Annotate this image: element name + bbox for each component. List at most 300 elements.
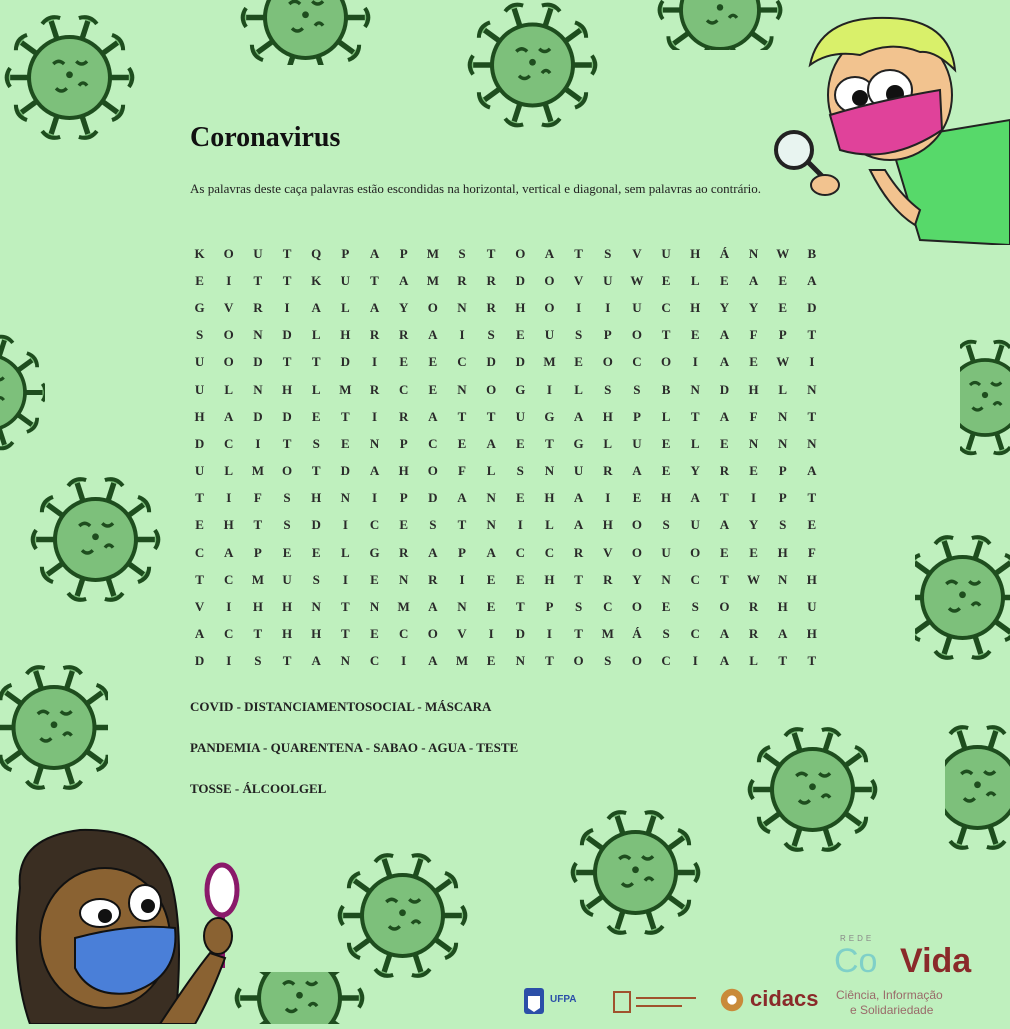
grid-cell: N (515, 653, 525, 669)
grid-cell: E (195, 517, 204, 533)
grid-cell: S (283, 517, 291, 533)
grid-cell: N (253, 381, 263, 397)
page-title: Coronavirus (190, 122, 341, 153)
grid-cell: Y (719, 299, 730, 315)
grid-cell: O (223, 245, 234, 261)
grid-cell: D (282, 408, 292, 424)
grid-cell: O (602, 354, 613, 370)
grid-cell: F (807, 544, 816, 560)
grid-cell: S (312, 571, 320, 587)
grid-cell: A (428, 408, 438, 424)
grid-cell: S (604, 653, 612, 669)
grid-cell: E (486, 599, 496, 615)
grid-cell: I (488, 626, 494, 642)
grid-cell: N (369, 599, 380, 615)
grid-cell: A (486, 544, 496, 560)
grid-cell: P (399, 490, 408, 506)
grid-cell: A (778, 626, 788, 642)
grid-cell: R (748, 626, 759, 642)
grid-cell: I (576, 299, 582, 315)
grid-cell: C (224, 626, 234, 642)
grid-cell: T (282, 245, 292, 261)
grid-cell: T (282, 272, 292, 288)
grid-cell: H (515, 299, 526, 315)
word-search-grid (185, 240, 885, 675)
grid-cell: A (428, 599, 438, 615)
grid-cell: E (778, 272, 788, 288)
grid-cell: U (282, 571, 292, 587)
virus-icon (945, 720, 1010, 855)
grid-cell: D (253, 354, 263, 370)
grid-cell: T (341, 626, 350, 642)
virus-icon (0, 330, 45, 455)
grid-row (185, 240, 885, 267)
grid-cell: T (253, 626, 263, 642)
virus-icon (2, 10, 137, 145)
co-label: Co (834, 942, 878, 980)
grid-cell: G (515, 381, 526, 397)
grid-cell: E (399, 354, 408, 370)
grid-cell: N (486, 490, 496, 506)
grid-cell: S (779, 517, 787, 533)
grid-cell: M (601, 626, 614, 642)
grid-cell: L (778, 381, 788, 397)
grid-cell: T (807, 490, 817, 506)
grid-cell: I (371, 354, 378, 370)
grid-cell: A (311, 653, 321, 669)
grid-cell: T (282, 653, 292, 669)
tagline-line-1: Ciência, Informação (836, 988, 943, 1002)
grid-cell: N (748, 245, 759, 261)
grid-cell: A (719, 327, 730, 343)
grid-cell: C (515, 544, 525, 560)
tagline-line-2: e Solidariedade (850, 1003, 934, 1017)
grid-row (185, 648, 885, 675)
grid-cell: R (573, 544, 584, 560)
grid-cell: S (312, 435, 320, 451)
grid-cell: C (544, 544, 555, 560)
grid-cell: R (253, 299, 263, 315)
grid-cell: U (194, 463, 205, 479)
grid-cell: A (719, 653, 730, 669)
grid-cell: L (486, 463, 496, 479)
grid-cell: I (342, 571, 348, 587)
grid-row (185, 566, 885, 593)
grid-cell: T (574, 245, 583, 261)
grid-cell: H (690, 245, 701, 261)
grid-row (185, 349, 885, 376)
grid-cell: P (253, 544, 262, 560)
grid-cell: A (544, 245, 555, 261)
grid-cell: T (720, 571, 729, 587)
grid-cell: U (544, 327, 555, 343)
grid-cell: R (398, 327, 409, 343)
grid-cell: E (428, 381, 438, 397)
grid-cell: L (749, 653, 758, 669)
grid-cell: E (515, 571, 525, 587)
grid-cell: V (573, 272, 584, 288)
grid-cell: T (778, 653, 788, 669)
grid-cell: M (426, 245, 439, 261)
grid-cell: E (457, 435, 467, 451)
grid-cell: O (544, 272, 555, 288)
grid-cell: E (370, 626, 379, 642)
grid-cell: E (720, 272, 729, 288)
grid-cell: R (457, 272, 467, 288)
grid-cell: H (311, 626, 322, 642)
grid-cell: H (194, 408, 205, 424)
partner-logo (612, 988, 702, 1016)
grid-cell: D (340, 354, 351, 370)
grid-cell: H (602, 517, 613, 533)
grid-cell: S (429, 517, 437, 533)
grid-cell: T (486, 408, 496, 424)
grid-cell: P (603, 327, 612, 343)
grid-cell: S (604, 381, 612, 397)
grid-cell: I (546, 626, 552, 642)
grid-cell: F (749, 408, 758, 424)
grid-row (185, 294, 885, 321)
grid-cell: C (661, 299, 671, 315)
grid-cell: R (369, 381, 380, 397)
grid-cell: P (399, 245, 408, 261)
grid-cell: H (281, 626, 293, 642)
grid-cell: D (340, 463, 351, 479)
grid-row (185, 485, 885, 512)
grid-cell: C (224, 435, 234, 451)
grid-cell: I (401, 653, 407, 669)
grid-cell: R (603, 571, 613, 587)
grid-cell: T (545, 653, 554, 669)
grid-cell: H (661, 490, 672, 506)
grid-cell: Y (632, 571, 642, 587)
grid-cell: C (398, 381, 409, 397)
grid-cell: I (517, 517, 523, 533)
grid-cell: I (546, 381, 552, 397)
grid-cell: D (719, 381, 730, 397)
grid-cell: G (369, 544, 380, 560)
grid-cell: N (807, 381, 817, 397)
grid-cell: C (690, 626, 700, 642)
grid-cell: P (458, 544, 466, 560)
grid-cell: O (631, 327, 642, 343)
grid-cell: H (602, 408, 613, 424)
grid-cell: U (661, 245, 671, 261)
grid-cell: I (226, 272, 232, 288)
grid-cell: C (369, 653, 380, 669)
grid-cell: T (720, 490, 729, 506)
grid-cell: R (486, 299, 496, 315)
grid-cell: R (398, 408, 409, 424)
grid-cell: P (545, 599, 554, 615)
grid-cell: N (398, 571, 409, 587)
grid-cell: D (194, 435, 205, 451)
grid-cell: E (311, 544, 321, 560)
grid-cell: I (751, 490, 757, 506)
word-list-line: PANDEMIA - QUARENTENA - SABAO - AGUA - TESTE (190, 740, 519, 755)
grid-cell: T (545, 435, 554, 451)
grid-cell: L (661, 408, 671, 424)
grid-cell: A (224, 408, 234, 424)
grid-cell: Y (398, 299, 409, 315)
grid-cell: T (311, 354, 321, 370)
grid-cell: A (398, 272, 409, 288)
grid-row (185, 593, 885, 620)
grid-cell: G (194, 299, 205, 315)
grid-cell: P (778, 463, 787, 479)
grid-cell: T (253, 517, 263, 533)
grid-cell: A (573, 490, 584, 506)
grid-cell: B (661, 381, 671, 397)
grid-cell: D (311, 517, 321, 533)
grid-cell: T (807, 408, 817, 424)
grid-cell: A (690, 490, 700, 506)
grid-cell: K (311, 272, 322, 288)
grid-cell: S (604, 245, 612, 261)
grid-cell: N (457, 299, 467, 315)
grid-cell: N (457, 381, 467, 397)
grid-cell: I (809, 354, 815, 370)
grid-cell: L (690, 435, 700, 451)
grid-cell: C (661, 653, 671, 669)
grid-cell: N (544, 463, 555, 479)
grid-cell: M (251, 571, 265, 587)
grid-cell: B (807, 245, 817, 261)
grid-cell: O (544, 299, 555, 315)
grid-cell: A (719, 626, 730, 642)
grid-cell: P (778, 490, 787, 506)
grid-cell: T (253, 272, 263, 288)
grid-cell: O (427, 626, 438, 642)
grid-cell: A (369, 463, 380, 479)
grid-cell: U (194, 381, 205, 397)
grid-cell: A (719, 354, 730, 370)
grid-cell: I (284, 299, 290, 315)
grid-cell: L (690, 272, 700, 288)
grid-row (185, 512, 885, 539)
grid-cell: O (515, 245, 526, 261)
grid-cell: O (631, 544, 642, 560)
grid-cell: T (195, 490, 204, 506)
grid-row (185, 621, 885, 648)
grid-cell: U (661, 544, 671, 560)
grid-row (185, 322, 885, 349)
grid-cell: I (605, 490, 611, 506)
virus-icon (238, 0, 373, 65)
grid-cell: E (807, 517, 817, 533)
virus-icon (915, 530, 1010, 665)
grid-cell: S (691, 599, 699, 615)
grid-cell: E (690, 327, 700, 343)
grid-cell: I (371, 490, 378, 506)
grid-cell: N (369, 435, 380, 451)
grid-cell: H (311, 490, 322, 506)
grid-cell: N (340, 653, 351, 669)
grid-cell: O (719, 599, 730, 615)
grid-cell: L (603, 435, 613, 451)
grid-cell: M (339, 381, 352, 397)
grid-cell: O (223, 327, 234, 343)
grid-cell: F (749, 327, 758, 343)
grid-cell: W (630, 272, 644, 288)
grid-cell: E (311, 408, 321, 424)
grid-cell: D (194, 653, 205, 669)
grid-cell: A (486, 435, 496, 451)
grid-cell: U (632, 299, 642, 315)
grid-cell: T (370, 272, 379, 288)
grid-cell: Q (311, 245, 322, 261)
grid-row (185, 430, 885, 457)
virus-icon (568, 805, 703, 940)
grid-cell: D (515, 354, 525, 370)
grid-cell: G (573, 435, 584, 451)
grid-cell: A (224, 544, 234, 560)
grid-cell: D (486, 354, 496, 370)
grid-cell: O (631, 517, 642, 533)
grid-cell: C (690, 571, 700, 587)
grid-cell: E (778, 299, 788, 315)
partner-logos (520, 980, 840, 1020)
grid-cell: U (340, 272, 351, 288)
grid-cell: T (341, 408, 350, 424)
grid-cell: T (807, 653, 817, 669)
grid-cell: C (457, 354, 467, 370)
grid-cell: U (690, 517, 700, 533)
grid-cell: U (603, 272, 613, 288)
grid-cell: V (603, 544, 613, 560)
grid-cell: U (515, 408, 525, 424)
grid-cell: W (776, 354, 790, 370)
rede-covida-logo (830, 932, 1005, 1022)
grid-cell: L (341, 299, 350, 315)
grid-cell: D (515, 272, 525, 288)
grid-cell: E (282, 544, 292, 560)
grid-cell: A (573, 517, 584, 533)
grid-cell: I (342, 517, 348, 533)
grid-row (185, 376, 885, 403)
grid-cell: T (690, 408, 700, 424)
grid-row (185, 267, 885, 294)
rede-label: REDE (840, 934, 875, 943)
grid-cell: T (661, 327, 671, 343)
grid-cell: N (311, 599, 321, 615)
grid-cell: H (544, 571, 555, 587)
grid-cell: I (459, 327, 465, 343)
grid-cell: A (719, 517, 730, 533)
grid-cell: Y (690, 463, 700, 479)
grid-cell: O (631, 599, 642, 615)
grid-cell: A (194, 626, 205, 642)
grid-cell: O (223, 354, 234, 370)
grid-cell: O (486, 381, 497, 397)
grid-cell: A (428, 653, 438, 669)
grid-cell: S (662, 517, 670, 533)
grid-cell: C (632, 354, 642, 370)
grid-cell: I (605, 299, 611, 315)
virus-icon (232, 972, 367, 1024)
grid-cell: R (603, 463, 613, 479)
grid-cell: E (341, 435, 350, 451)
virus-icon (28, 472, 163, 607)
grid-cell: A (311, 299, 321, 315)
grid-cell: H (398, 463, 409, 479)
virus-icon (745, 722, 880, 857)
grid-cell: S (662, 626, 670, 642)
grid-cell: I (226, 599, 232, 615)
grid-cell: E (749, 354, 758, 370)
ufpa-logo-text: UFPA (550, 994, 577, 1005)
grid-cell: R (748, 599, 759, 615)
grid-cell: O (661, 354, 672, 370)
grid-cell: P (399, 435, 408, 451)
grid-cell: M (426, 272, 439, 288)
grid-cell: V (194, 599, 205, 615)
grid-cell: D (515, 626, 525, 642)
grid-cell: H (281, 381, 293, 397)
grid-cell: Y (748, 299, 759, 315)
grid-row (185, 539, 885, 566)
grid-cell: T (574, 571, 583, 587)
grid-cell: E (195, 272, 204, 288)
grid-cell: C (369, 517, 380, 533)
grid-cell: N (778, 571, 788, 587)
grid-cell: U (253, 245, 263, 261)
grid-cell: P (632, 408, 641, 424)
grid-cell: S (458, 245, 466, 261)
grid-cell: H (748, 381, 759, 397)
grid-cell: O (690, 544, 701, 560)
grid-cell: M (455, 653, 469, 669)
grid-cell: A (807, 272, 817, 288)
grid-cell: T (341, 599, 350, 615)
grid-cell: P (341, 245, 350, 261)
word-list-line: TOSSE - ÁLCOOLGEL (190, 781, 327, 796)
grid-cell: A (573, 408, 584, 424)
grid-cell: I (692, 653, 698, 669)
grid-cell: E (515, 435, 525, 451)
word-list-line: COVID - DISTANCIAMENTOSOCIAL - MÁSCARA (190, 699, 492, 714)
grid-cell: G (544, 408, 555, 424)
cidacs-logo (718, 982, 828, 1018)
grid-cell: N (807, 435, 817, 451)
grid-cell: H (806, 571, 817, 587)
grid-cell: E (515, 490, 525, 506)
grid-cell: E (574, 354, 583, 370)
grid-cell: Á (632, 626, 642, 642)
grid-cell: I (692, 354, 698, 370)
grid-cell: M (251, 463, 265, 479)
grid-cell: A (719, 408, 730, 424)
grid-row (185, 458, 885, 485)
grid-cell: Á (719, 245, 730, 261)
grid-cell: T (515, 599, 525, 615)
grid-cell: S (516, 463, 524, 479)
grid-cell: H (252, 599, 263, 615)
virus-icon (655, 0, 785, 50)
grid-cell: E (370, 571, 379, 587)
grid-cell: L (311, 327, 321, 343)
grid-cell: N (778, 435, 788, 451)
grid-cell: U (573, 463, 584, 479)
grid-cell: R (398, 544, 409, 560)
grid-cell: V (457, 626, 467, 642)
grid-cell: I (226, 653, 232, 669)
grid-cell: C (194, 544, 205, 560)
grid-cell: A (807, 463, 817, 479)
grid-cell: R (486, 272, 496, 288)
instructions-text: As palavras deste caça palavras estão escondidas na horizontal, vertical e diagonal, sem palavras ao contrário. (190, 181, 762, 196)
grid-cell: U (194, 354, 205, 370)
